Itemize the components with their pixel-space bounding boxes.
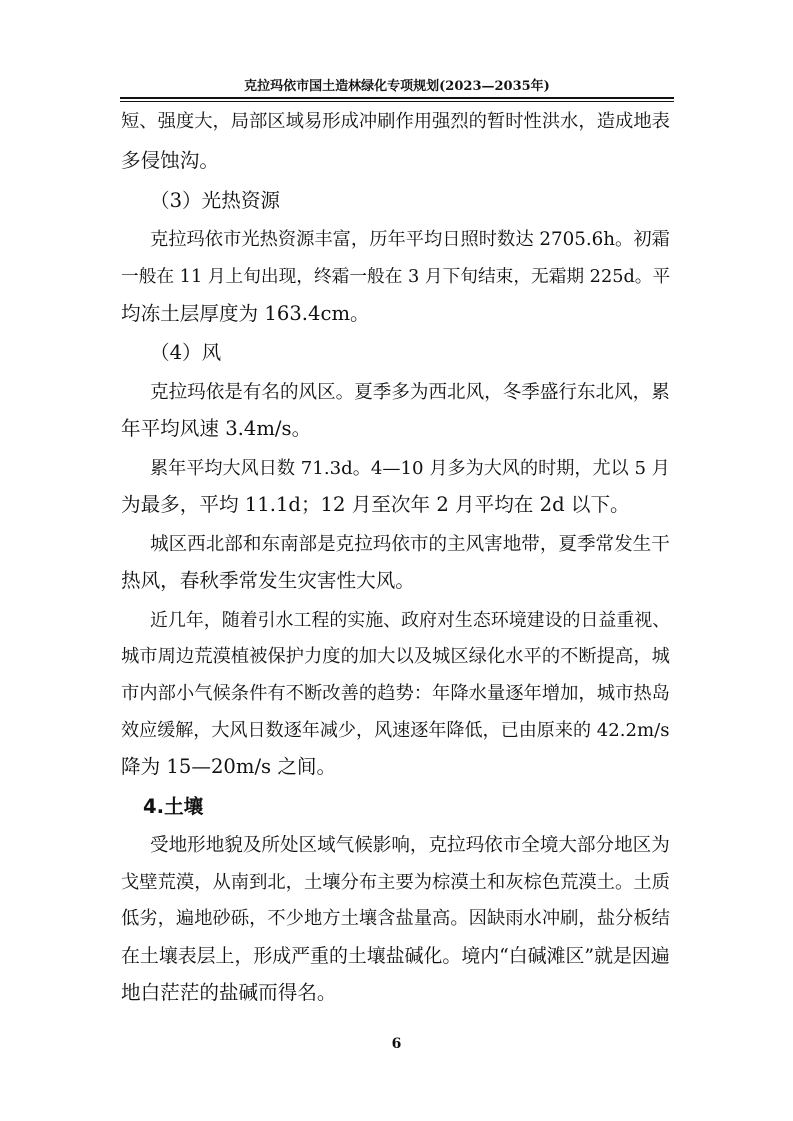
body-line: 克拉玛依市光热资源丰富，历年平均日照时数达 2705.6h。初霜: [150, 229, 670, 251]
body-line: 效应缓解，大风日数逐年减少，风速逐年降低，已由原来的 42.2m/s: [121, 719, 670, 741]
header-rule-thin: [120, 101, 674, 102]
body-line: 降为 15—20m/s 之间。: [121, 755, 337, 779]
body-line: 戈壁荒漠，从南到北，土壤分布主要为棕漠土和灰棕色荒漠土。土质: [121, 871, 670, 893]
section-heading-soil: 4.土壤: [143, 794, 204, 818]
body-line: 多侵蚀沟。: [121, 149, 219, 173]
running-header: 克拉玛依市国土造林绿化专项规划(2023—2035年): [244, 79, 550, 94]
body-line: 年平均风速 3.4m/s。: [121, 417, 312, 441]
page-number: 6: [391, 1036, 402, 1052]
body-line: 累年平均大风日数 71.3d。4—10 月多为大风的时期，尤以 5 月: [150, 457, 670, 479]
header-rule-thick: [120, 97, 674, 99]
subheading-wind: （4）风: [150, 341, 222, 365]
body-line: 克拉玛依是有名的风区。夏季多为西北风，冬季盛行东北风，累: [150, 381, 670, 403]
body-line: 低劣，遍地砂砾，不少地方土壤含盐量高。因缺雨水冲刷，盐分板结: [121, 908, 670, 930]
body-line: 热风，春秋季常发生灾害性大风。: [121, 569, 415, 593]
body-line: 在土壤表层上，形成严重的土壤盐碱化。境内“白碱滩区”就是因遍: [121, 944, 670, 967]
subheading-light-heat: （3）光热资源: [150, 188, 281, 212]
body-line: 为最多，平均 11.1d；12 月至次年 2 月平均在 2d 以下。: [121, 493, 630, 517]
body-line: 市内部小气候条件有不断改善的趋势：年降水量逐年增加，城市热岛: [121, 683, 670, 705]
body-line: 一般在 11 月上旬出现，终霜一般在 3 月下旬结束，无霜期 225d。平: [121, 267, 671, 288]
body-line: 近几年，随着引水工程的实施、政府对生态环境建设的日益重视、: [150, 609, 671, 631]
body-line: 短、强度大，局部区域易形成冲刷作用强烈的暂时性洪水，造成地表: [121, 111, 670, 132]
body-line: 均冻土层厚度为 163.4cm。: [121, 301, 370, 325]
body-text: [121, 104, 673, 1011]
body-line: 城市周边荒漠植被保护力度的加大以及城区绿化水平的不断提高，城: [121, 646, 670, 668]
body-line: 城区西北部和东南部是克拉玛依市的主风害地带，夏季常发生干: [150, 533, 670, 555]
body-line: 受地形地貌及所处区域气候影响，克拉玛依市全境大部分地区为: [150, 835, 670, 857]
body-line: 地白茫茫的盐碱而得名。: [121, 980, 337, 1004]
